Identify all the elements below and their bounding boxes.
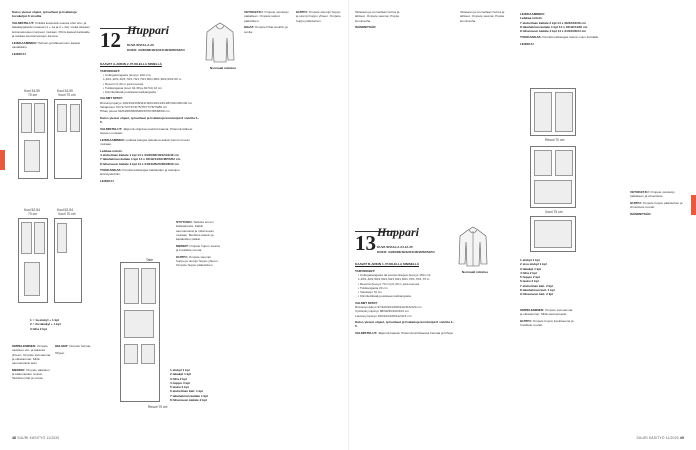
right-col-4-bottom [520, 308, 574, 434]
size-line: 4 etuhelman kaitale 1 kpl 14 x 34/36/38/40/42/44/46 cm [100, 152, 179, 157]
piece-13-3 [534, 150, 552, 176]
piece-2a [70, 104, 80, 132]
legend-item: 1 etukpl 1 kpl [170, 368, 190, 372]
tuk-label-12: TUKIKANGAS: [100, 167, 122, 172]
valm-label-12: VALMISTELUT: [100, 126, 123, 131]
tarvikkeet-list [100, 73, 200, 94]
leikkaaminen-label: LEIKKAAMINEN: [12, 40, 37, 45]
tarvike-item: • Collegekangasta tai joustocollegea (leveys 150 cm) 1,40/1,40/1,50/1,60/1,60/1,60/1,60/1,70/1,70/1,75 m [358, 272, 431, 282]
intro-link-13[interactable]: koruketjut.fi [420, 319, 439, 324]
piece-3 [24, 140, 40, 172]
r-col5-credit: ISÄNMETSÄN [630, 211, 651, 216]
merkki-label: MERKKI: [12, 367, 26, 372]
left-col-4 [244, 10, 292, 430]
piece-12-2 [141, 268, 156, 304]
intro-link-12[interactable]: koruketjut.fi [165, 115, 184, 120]
leik-label-13: LEIKKAAMINEN: [520, 12, 545, 16]
valm-text-12: Jäljennä ohjeissa mainitut kaavat. Pidennä lahkeet tarpeen mukaan. [100, 126, 193, 135]
tuk-label-13: TUKIKANGAS: [520, 35, 542, 40]
helmat-label: HELMAT: [55, 344, 69, 348]
size-lines-13 [520, 21, 630, 34]
legend-item: 2 takakpl 1 kpl [170, 372, 192, 377]
footer-left [12, 436, 59, 440]
right-col1-text: Taitetaan ja ommellaan helma ja lahkeet. Ompele saumat. Pujota kuminauha. [355, 10, 400, 23]
hoodie-illustration-12 [205, 22, 235, 64]
ompeleminen-label: OMPELEMINEN: [12, 344, 37, 348]
intro-tail-13: sivuilta 4–5. [355, 319, 455, 329]
right-col-2 [355, 262, 455, 432]
piece-13-1 [534, 92, 552, 132]
legend-left [30, 318, 85, 334]
col3-h3: HUPPU: [176, 254, 188, 259]
valm-text-13: Jäljennä kaavat. Pidennä tarvittaessa helmaa ja hihoja. [378, 330, 454, 335]
col3-t3: Ompele sisempi huppu ja ulompi huppu yhteen. Ompele huppu pääntiehen. [176, 254, 219, 268]
product-sub1-13: KUVA SIVULLA 24 JA 25 [377, 245, 413, 249]
intro-bold-12: Katso yleiset ohjeet, työvaiheet ja lisätietoja [100, 115, 165, 120]
legend-item: 7 takahelman kaitale 1 kpl [170, 393, 209, 398]
piece-2c [34, 222, 45, 254]
legend-item: 3 hiha 2 kpl [30, 326, 47, 331]
piece-1a [57, 104, 67, 132]
piece-1 [21, 103, 32, 133]
legend-item: 2 sivu etukpl 1 kpl [520, 262, 547, 267]
valmiit-item: Rinnanympärys 97/100/104/108/112/116/120 cm [355, 305, 422, 310]
piece-13-2 [555, 92, 573, 132]
fold-label-12a: Taite [146, 258, 153, 262]
product-number-12: 12 [100, 28, 121, 52]
footer-title-left: SUURI KÄSITYÖ 11/2020 [17, 436, 60, 440]
legend-item: 6 tasku 2 kpl [520, 279, 539, 284]
tarvikkeet-label: TARVIKKEET: [100, 68, 121, 73]
product-sub2-12: KOKO: 34/36/38/40/42/44/46/48/50/52/54 [127, 48, 185, 52]
width-label-b2: Vuori 70 cm [58, 93, 76, 97]
piece-13-4 [555, 150, 573, 176]
tarvike-item: • Resoria (leveys 70 cm) 0,40 m joka koossa [358, 281, 420, 286]
leikkaaminen [12, 41, 90, 50]
valmiit-item: Takapituus 70/71/72/73/74/75/76/77/78/79/80 cm [100, 105, 168, 110]
legend-item: 1 = 1a etukyl + 1 kpl [30, 318, 60, 322]
tarvike-item: • Tukikangasta (koot 34-38 ja 40-54) 10 cm [103, 85, 163, 90]
piece-12-5 [141, 344, 155, 364]
piece-3c [24, 262, 40, 296]
page-spread-divider [348, 0, 349, 450]
tarvike-item: • Kiinnitettävää joustavaa tukikangasta. [103, 90, 157, 95]
piece-12-4 [124, 344, 138, 364]
right-col-3 [460, 10, 514, 430]
side-tab-right [691, 195, 696, 215]
credit-a: Ohjeet. [55, 350, 65, 355]
r-col5-t1: Ompele vetoketju paikalleen ja viimeistele. [630, 190, 675, 199]
pattern-link-13[interactable]: KAAVAT B-ARKIN 1, PUOLELLA SINISELLÄ [355, 262, 419, 266]
footer-page-left: 48 [12, 436, 17, 440]
legend-item: 8 takahelman kait. 1 kpl [520, 288, 555, 293]
product-sub2-13: KOKO: 34/36/38/40/42/44/46/48/50/52/54 [377, 250, 435, 254]
width-label-d2: Vuori 70 cm [58, 212, 76, 216]
r-col5-t2: Ompele huppu pääntiehen ja viimeistele reunat. [630, 200, 683, 210]
valmiit-item: Hihan pituus 64/64/65/65/66/66/67/67/68/68/69 cm [100, 109, 170, 114]
legend-12 [170, 368, 215, 408]
col4-t1: Ompele vetoketju paikalleen. Ompele taskut paikoilleen. [244, 10, 289, 23]
layout-label: LEIKKUU [12, 51, 26, 56]
valmiit-label: VALMIIT MITAT: [100, 96, 123, 101]
col4-h1: VETOKETJU: [244, 10, 264, 14]
legend-item: 8 hihansuun kaitale 2 kpl [170, 398, 207, 403]
col4-h2: HIHAT: [244, 25, 254, 30]
intro-link[interactable]: koruketjut.fi [12, 14, 30, 19]
tarvikkeet-list-13 [355, 273, 455, 299]
intro-tail-12: sivuilta 4–5. [100, 115, 200, 124]
intro-paragraph [12, 10, 90, 19]
model-label-13: Normaali mitoitus [461, 270, 489, 274]
footer-title-right: SUURI KÄSITYÖ 11/2020 [636, 436, 679, 440]
piece-13-5 [534, 180, 572, 204]
valmiit-list [100, 101, 200, 114]
intro-bold-13: Katso yleiset ohjeet, työvaiheet ja lisätietoja [355, 319, 420, 324]
legend-item: 4 huppu 4 kpl [170, 380, 190, 385]
legend-item: 5 huppu 2 kpl [520, 275, 540, 280]
valmiit-label-13: VALMIIT MITAT: [355, 300, 378, 305]
product-sub1-12: KUVA SIVULLA 20 [127, 43, 154, 47]
product-number-13: 13 [355, 231, 376, 255]
legend-item: 3 hiha 2 kpl [170, 376, 187, 381]
layout-label-12: LEIKKUU [100, 178, 114, 183]
piece-1c [21, 222, 32, 254]
omp-label-13: OMPELEMINEN: [520, 308, 545, 312]
width-label-d: Kool 52-54 [57, 208, 73, 212]
legend-item: 4 hiha 2 kpl [520, 270, 537, 275]
pattern-link-12[interactable]: KAAVAT A-ARKIN 2, PUOLELLA SINIELLÄ [100, 62, 162, 66]
col5-h1: HUPPU: [296, 10, 308, 14]
right-col-5 [630, 190, 684, 430]
tarvike-item: • Tukikangasta 20 cm [358, 285, 388, 290]
helmat-text: Ompele helmat. [69, 344, 92, 348]
leik-label-12: LEIKKAAMINEN: [100, 137, 125, 142]
right-credit: ISÄNMETSÄN [355, 25, 376, 30]
size-line: 9 hihansuun kaitale 2 kpl 14 x 21/22/23/24 cm [520, 29, 587, 34]
width-label-a2: 70 cm [28, 93, 37, 97]
tarvike-item: • Collegekangasta (leveys 160 cm) 1,40/1,40/1,40/1,70/1,70/1,70/1,80/1,80/1,90/2,00/2,00 m [103, 72, 182, 82]
piece-12-1 [124, 268, 139, 304]
valmistelut-label: VALMISTELUT: [12, 20, 35, 25]
footer-page-right: 49 [679, 436, 684, 440]
tarvike-item: • Vetoketju 70 cm [358, 290, 382, 295]
legend-item: 7 etuhelman kait. 2 kpl [520, 283, 554, 288]
intro-tail: sivuilta [30, 14, 42, 19]
size-line: Leikkaa mitoin: [100, 148, 123, 153]
tarvike-item: • Kiinnitettävää joustavaa tukikangasta. [358, 294, 412, 299]
hiha-text-13: Ompele hupun keskisauma ja huolittele reunat. [520, 318, 574, 328]
piece-2 [34, 103, 45, 133]
omp-text-13: Ompele sivusaumat ja olkasaumat. Silitä saumanvarat. [520, 308, 573, 317]
left-col-3 [176, 220, 220, 360]
valmiit-item: Vyötärönympärys 88/92/96/100/104 cm [355, 309, 409, 314]
size-line: 7 etuhelman kaitale 2 kpl 14 x 30/32/34/36 cm [520, 20, 586, 25]
legend-item: 6 etuhelman kait. 1 kpl [170, 389, 204, 394]
leikkaaminen-text: Helman ja lahkeensuun kaavat vastakkain. [12, 40, 80, 49]
left-bottom-col-b [55, 344, 93, 429]
width-label-c2: 70 cm [28, 212, 37, 216]
legend-item: 9 hihansuun kait. 2 kpl [520, 292, 554, 297]
col5-t1: Ompele sisempi huppu ja ulompi huppu yhteen. Ompele huppu pääntiehen. [296, 10, 341, 23]
piece-12-3 [124, 310, 154, 338]
piece-13-6 [534, 220, 572, 248]
r-col5-h2: HUPPU: [630, 200, 642, 205]
product-brand-13: Huppari [377, 225, 420, 239]
col3-h2: MERKIT: [176, 243, 189, 248]
valmiit-item: Rinnanympärys 100/104/108/112/116/120/124/128/132/136/140 cm [100, 100, 193, 105]
legend-item: 2 = 2a takakyl + 1 kpl [30, 322, 61, 327]
valmiit-list-13 [355, 305, 455, 318]
valmistelut [12, 21, 90, 38]
layout-label-13: LEIKKUU [520, 42, 534, 47]
col3-t2: Ompele hupun sauma ja huolittele reunat. [176, 243, 220, 253]
valmiit-item: Lantionympärys 100/104/108/112/116 cm [355, 313, 412, 318]
right-col-4 [520, 10, 630, 90]
col3-h1: STUTUSKI: [176, 220, 193, 224]
legend-item: 3 takakpl 1 kpl [520, 266, 542, 271]
tarvike-item: • Resorin 0,40 m joka koossa [103, 81, 144, 86]
ompeleminen-text: Ompele vaatteen etu- ja takaosa yhteen. Ompele sivusaumat ja olkasaumat. Silitä saumanvarat auki. [12, 344, 51, 366]
side-tab-left [0, 150, 5, 170]
fold-label-12b: Resori 70 cm [148, 405, 168, 409]
merkki-text: Ompele pääntien ja kädenteiden reunat. Tarkista mitat ja sovita. [12, 367, 50, 381]
legend-item: 1 etukpl 1 kpl [520, 258, 540, 262]
left-bottom-col-a [12, 344, 52, 429]
product-brand-12: Huppari [127, 23, 170, 37]
model-label-12: Normaali mitoitus [209, 66, 237, 70]
footer-right [637, 436, 684, 440]
col4-t2: Ompele hihat sivuihin ja sovita. [244, 25, 288, 34]
size-lines-12 [100, 149, 200, 166]
valm-label-13: VALMISTELUT: [355, 330, 378, 335]
tarvikkeet-label-13: TARVIKKEET: [355, 268, 376, 273]
leik-text-13: Leikkaa mitoin: [520, 16, 543, 21]
legend-13 [520, 258, 580, 302]
col3-t1: Tarkista ennen leikkaamista. Kaikki saumanvarat ja mitat kuvan mukaan. Merkitse taskun ja kaitaleiden paikat. [176, 220, 214, 242]
r-col5-h1: VETOKETJU: [630, 190, 650, 194]
size-line: 8 hihansuun kaitale 2 kpl 14 x 24/24/26/26/28/28/30 cm [100, 161, 179, 166]
width-label-a: Kool 34-90 [24, 89, 40, 93]
right-col3-text: Taitetaan ja ommellaan helma ja lahkeet. Ompele saumat. Pujota kuminauha. [460, 10, 505, 23]
hiha-label-13: HUPPU: [520, 318, 532, 323]
fold-label-13b: Vuori 75 cm [545, 210, 563, 214]
legend-item: 5 tasku 2 kpl [170, 385, 189, 390]
tuk-text-12: Kiinnitä tukikangas kaitaleiden ja taskujen kiinnityskohtiin. [100, 167, 180, 177]
size-line: 8 takahelman kaitale 1 kpl 14 x 40/42/44/46 cm [520, 24, 588, 29]
tuk-text-13: Kiinnitä tukikangas taskun suun kohdalle. [542, 35, 600, 40]
leik-text-12: Leikkaa kangas taitettuna kaksin kerroin kuvan mukaan. [100, 137, 190, 146]
right-col-1 [355, 10, 403, 210]
width-label-b: Kool 34-90 [57, 89, 73, 93]
valmistelut-text: Vinkkiä keskeisiä osassa ohut siro- ja takakappaleiden kaavat (1 + 1a ja 2 + 2a). Lisää oikeaan kokonaisuuteen tarpeen mukaan. Piirrä kaavat kankaalle ja leikkaa saumanvarojen kanssa. [12, 20, 90, 38]
fold-label-13a: Resori 70 cm [545, 138, 565, 142]
piece-1d [57, 223, 67, 253]
width-label-c: Kool 52-54 [24, 208, 40, 212]
intro-bold: Katso yleiset ohjeet, työvaiheet ja lisätietoja [12, 10, 77, 14]
left-col-5 [296, 10, 342, 210]
size-line: 7 takahelman kaitale 1 kpl 14 x 40/42/44/46/48/50/52 cm [100, 157, 181, 162]
